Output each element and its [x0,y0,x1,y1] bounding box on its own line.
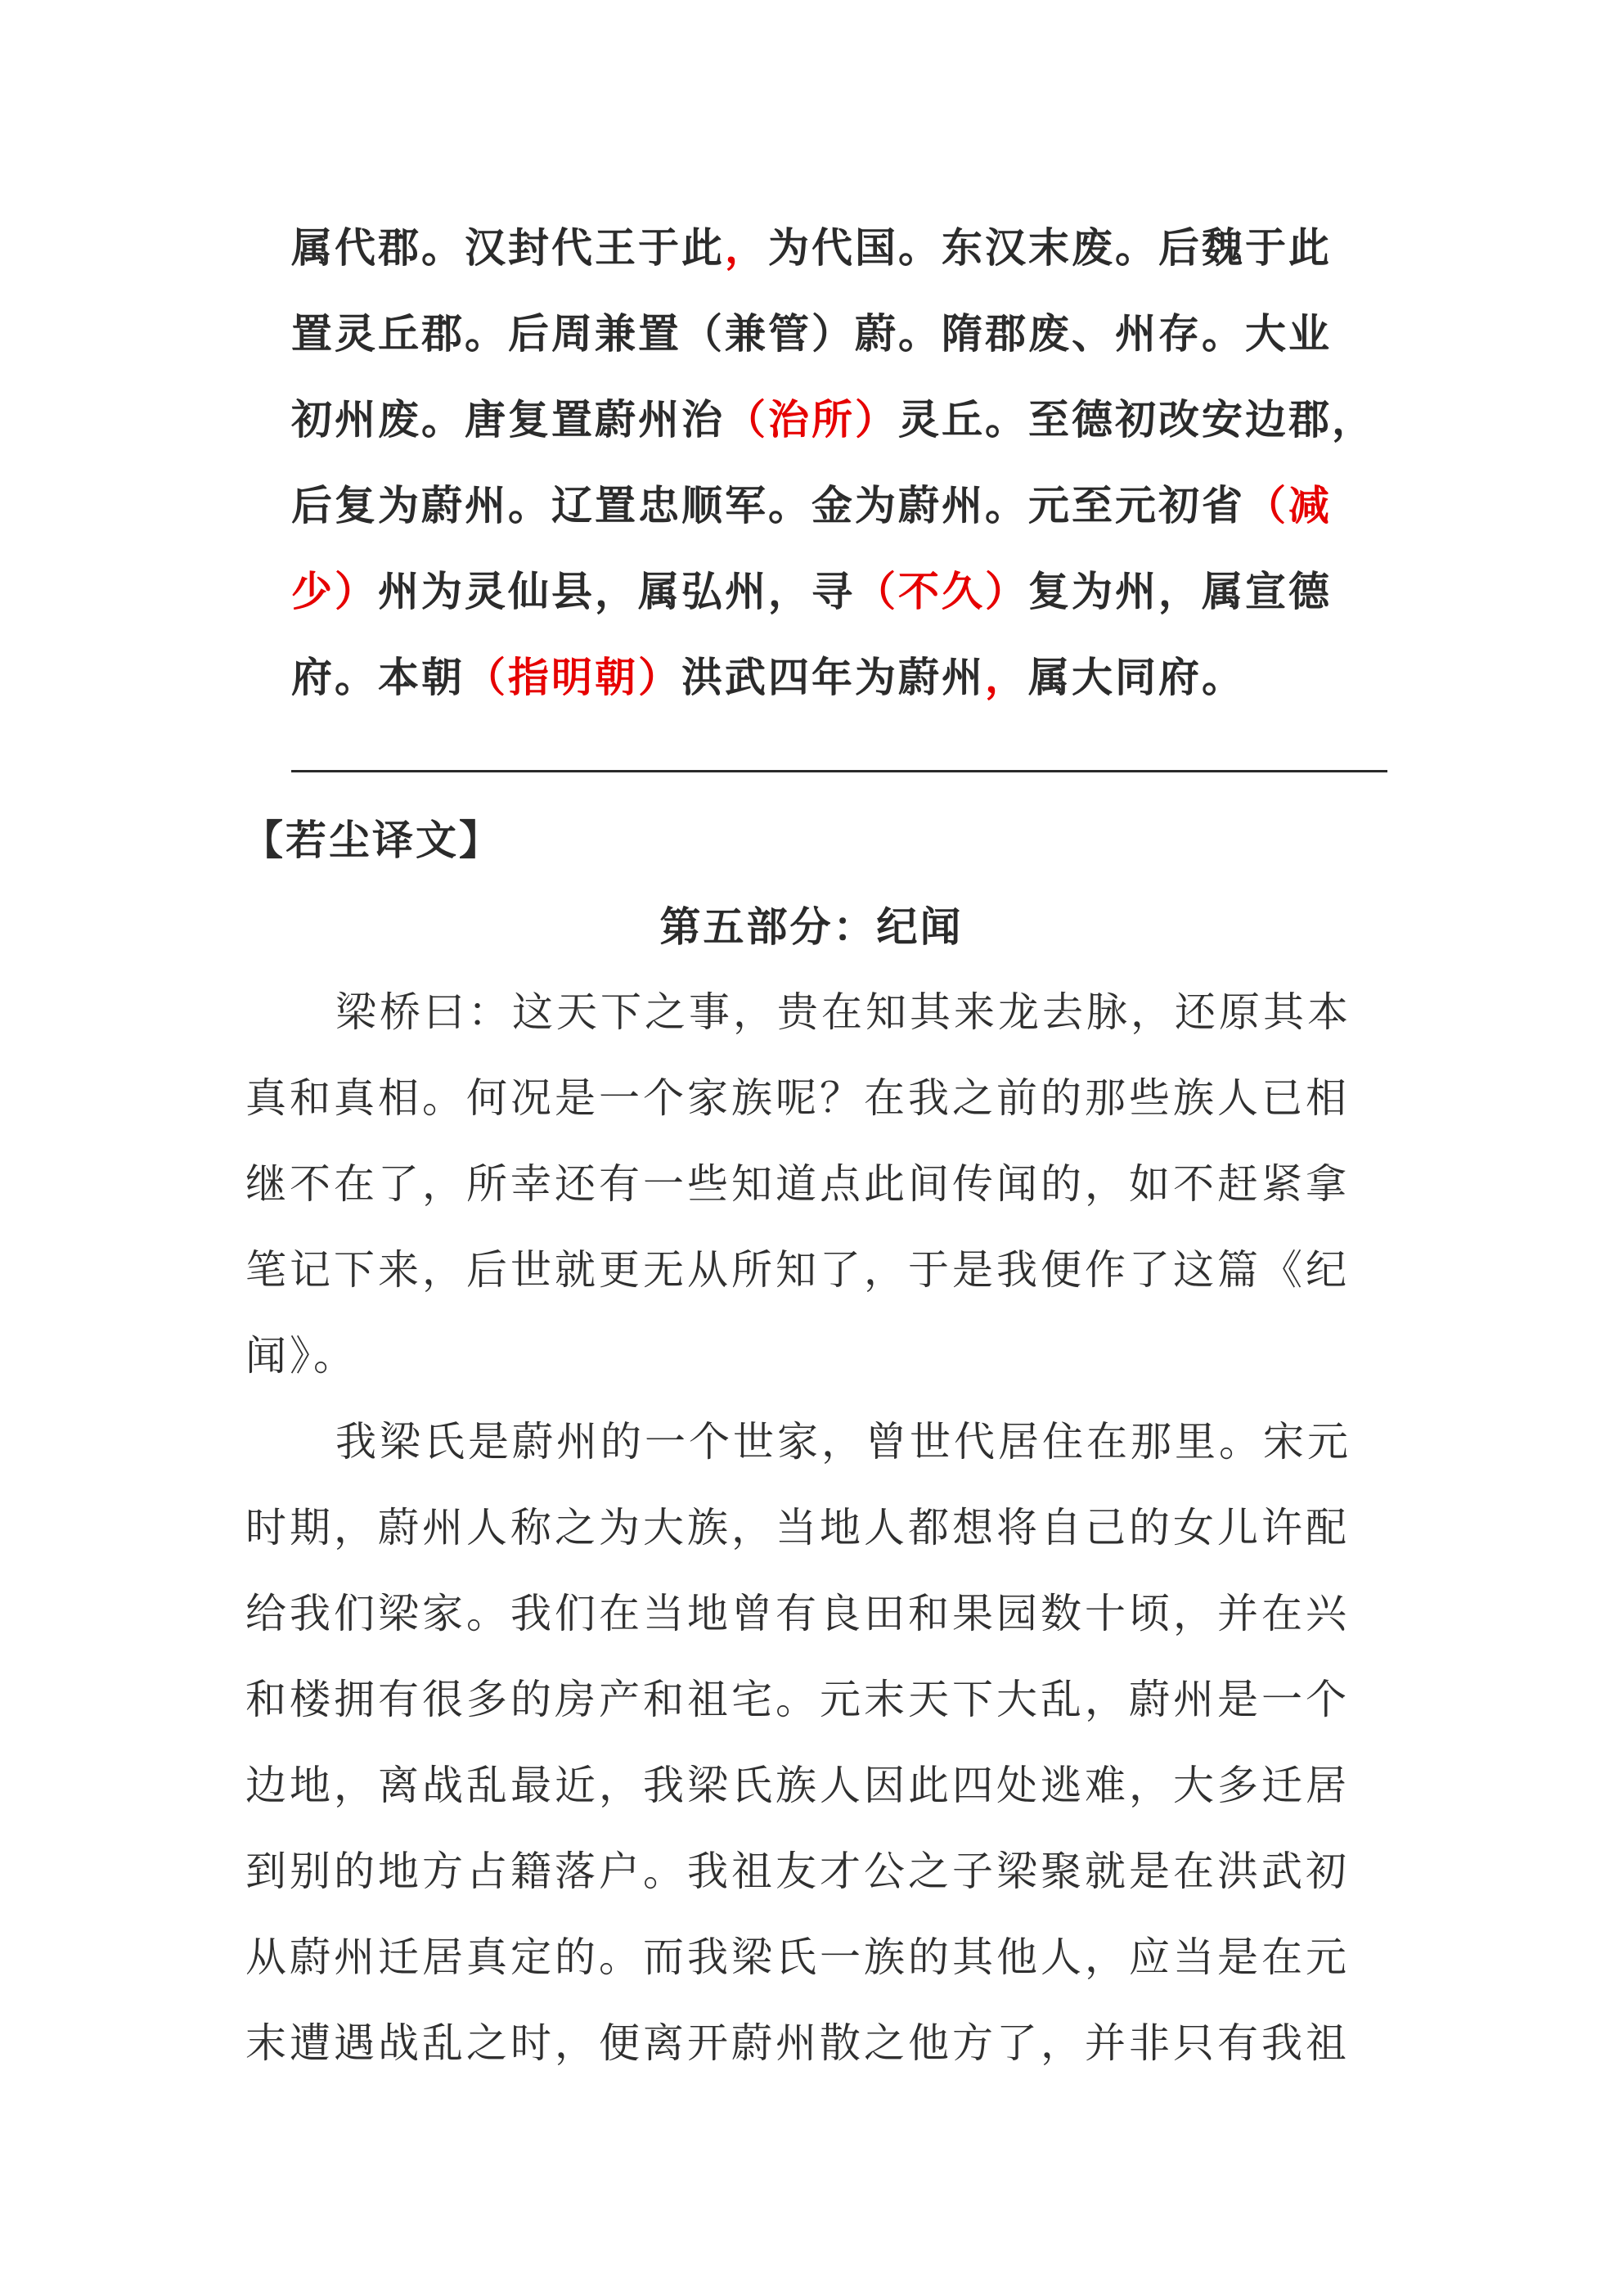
text-line [291,205,1387,290]
text-line: 我梁氏是蔚州的一个世家，曾世代居住在那里。宋元 [335,1418,1351,1465]
translation-paragraph-1 [245,970,1387,1399]
original-classical-text [291,205,1387,720]
text-line: 笔记下来，后世就更无从所知了，于是我便作了这篇《纪 [245,1246,1350,1294]
text-line: 给我们梁家。我们在当地曾有良田和果园数十顷，并在兴 [245,1590,1350,1637]
section-title: 第五部分：纪闻 [659,903,964,951]
section-divider [291,770,1387,772]
translation-paragraph-2 [245,1399,1387,2087]
translation-label: 【若尘译文】 [242,816,502,864]
text-run: 属大同府。 [1028,653,1245,701]
text-line [291,376,1387,462]
text-run: 洪武四年为蔚州 [681,653,985,701]
text-run: 复为州，属宣德 [1028,567,1332,615]
text-run: 为代国。东汉末废。后魏于此 [768,223,1332,272]
red-annotation: ， [725,223,768,272]
red-annotation: 少） [291,567,378,615]
text-run: 置灵丘郡。后周兼置（兼管）蔚。隋郡废、州存。大业 [291,309,1332,358]
text-line: 边地，离战乱最近，我梁氏族人因此四处逃难，大多迁居 [245,1762,1350,1809]
text-run: 府。本朝 [291,653,465,701]
text-line: 继不在了，所幸还有一些知道点此间传闻的，如不赶紧拿 [245,1160,1350,1208]
text-line: 从蔚州迁居真定的。而我梁氏一族的其他人，应当是在元 [245,1934,1350,1981]
text-run: 后复为蔚州。辽置忠顺军。金为蔚州。元至元初省 [291,481,1245,529]
text-line: 闻》。 [245,1332,357,1380]
text-line [291,548,1387,634]
text-run: 灵丘。至德初改安边郡， [898,395,1375,443]
red-annotation: （指明朝） [465,653,681,701]
text-line [291,634,1387,720]
text-line [291,290,1387,376]
red-annotation: （不久） [855,567,1028,615]
text-line [291,462,1387,548]
text-line: 真和真相。何况是一个家族呢？在我之前的那些族人已相 [245,1074,1350,1122]
text-run: 州为灵仙县，属弘州，寻 [378,567,855,615]
red-annotation: （治所） [725,395,898,443]
text-run: 初州废。唐复置蔚州治 [291,395,725,443]
text-run: 属代郡。汉封代王于此 [291,223,725,272]
text-line: 到别的地方占籍落户。我祖友才公之子梁聚就是在洪武初 [245,1848,1350,1895]
text-line: 梁桥曰：这天下之事，贵在知其来龙去脉，还原其本 [335,988,1351,1036]
text-line: 时期，蔚州人称之为大族，当地人都想将自己的女儿许配 [245,1504,1350,1551]
text-line: 末遭遇战乱之时，便离开蔚州散之他方了，并非只有我祖 [245,2019,1350,2067]
red-annotation: （减 [1245,481,1332,529]
text-line: 和楼拥有很多的房产和祖宅。元末天下大乱，蔚州是一个 [245,1676,1350,1723]
red-annotation: ， [985,653,1028,701]
